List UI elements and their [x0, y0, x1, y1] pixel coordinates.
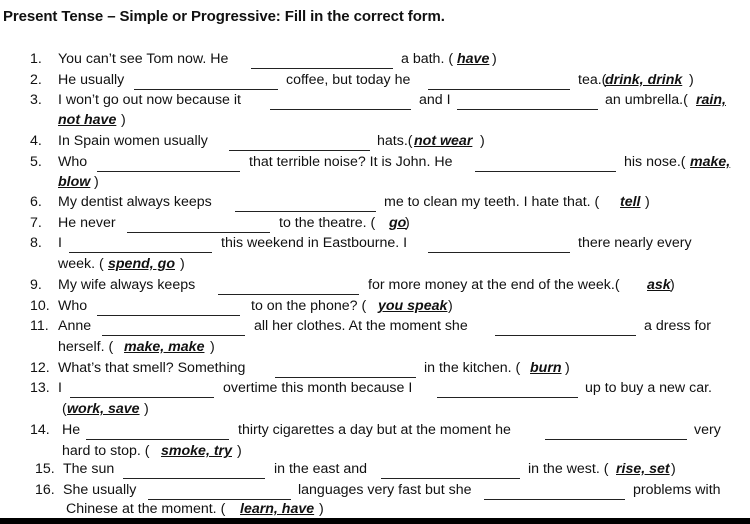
item-text: ) [94, 174, 99, 190]
item-text: I [58, 380, 62, 396]
answer-blank[interactable] [229, 131, 370, 151]
item-text: Chinese at the moment. ( [66, 501, 226, 517]
item-text: What’s that smell? Something [58, 360, 246, 376]
item-text: an umbrella.( [605, 92, 688, 108]
item-number: 9. [30, 277, 42, 293]
verb-hint: learn, have [240, 501, 315, 517]
item-text: to the theatre. ( [279, 215, 376, 231]
item-number: 10. [30, 298, 50, 314]
answer-blank[interactable] [97, 152, 240, 172]
item-text: thirty cigarettes a day but at the moment he [238, 422, 511, 438]
item-16-line [0, 480, 750, 500]
item-3-continuation [0, 110, 750, 130]
item-text: He never [58, 215, 116, 231]
item-text: ( [62, 401, 67, 417]
item-text: Who [58, 298, 88, 314]
item-text: a dress for [644, 318, 712, 334]
item-text: tea.( [578, 72, 607, 88]
item-number: 14. [30, 422, 50, 438]
item-text: and I [419, 92, 451, 108]
item-number: 8. [30, 235, 42, 251]
item-text: ) [121, 112, 126, 128]
item-text: ) [180, 256, 185, 272]
answer-blank[interactable] [457, 90, 598, 110]
item-text: ) [565, 360, 570, 376]
answer-blank[interactable] [495, 316, 636, 336]
item-text: there nearly every [578, 235, 692, 251]
answer-blank[interactable] [148, 480, 291, 500]
item-text: coffee, but today he [286, 72, 411, 88]
item-text: that terrible noise? It is John. He [249, 154, 453, 170]
item-text: hard to stop. ( [62, 443, 150, 459]
verb-hint: burn [530, 360, 562, 376]
item-8-continuation [0, 254, 750, 274]
answer-blank[interactable] [218, 275, 359, 295]
item-number: 4. [30, 133, 42, 149]
verb-hint: go [389, 215, 407, 231]
item-text: his nose.( [624, 154, 686, 170]
item-number: 13. [30, 380, 50, 396]
item-text: ) [144, 401, 149, 417]
item-text: week. ( [58, 256, 104, 272]
answer-blank[interactable] [86, 420, 229, 440]
item-text: hats.( [377, 133, 413, 149]
item-text: me to clean my teeth. I hate that. ( [384, 194, 600, 210]
item-text: ) [480, 133, 485, 149]
item-text: ) [237, 443, 242, 459]
verb-hint: rain, [696, 92, 726, 108]
answer-blank[interactable] [428, 70, 570, 90]
item-text: this weekend in Eastbourne. I [221, 235, 408, 251]
item-15-line [0, 459, 750, 479]
item-text: a bath. ( [401, 51, 454, 67]
item-number: 11. [30, 318, 49, 334]
item-text: My wife always keeps [58, 277, 196, 293]
item-text: I [58, 235, 62, 251]
item-text: overtime this month because I [223, 380, 413, 396]
answer-blank[interactable] [484, 480, 625, 500]
answer-blank[interactable] [123, 459, 265, 479]
item-11-line [0, 316, 750, 336]
item-text: for more money at the end of the week.( [368, 277, 620, 293]
verb-hint: have [457, 51, 490, 67]
item-number: 12. [30, 360, 50, 376]
item-number: 3. [30, 92, 42, 108]
item-text: She usually [63, 482, 137, 498]
item-text: Who [58, 154, 88, 170]
verb-hint: make, [690, 154, 731, 170]
answer-blank[interactable] [270, 90, 411, 110]
answer-blank[interactable] [545, 420, 687, 440]
item-text: I won’t go out now because it [58, 92, 241, 108]
bottom-edge-bar [0, 518, 750, 524]
item-text: He usually [58, 72, 125, 88]
item-text: ) [405, 215, 410, 231]
verb-hint: blow [58, 174, 91, 190]
answer-blank[interactable] [97, 296, 240, 316]
item-5-line [0, 152, 750, 172]
item-text: ) [671, 461, 676, 477]
answer-blank[interactable] [475, 152, 616, 172]
answer-blank[interactable] [428, 233, 570, 253]
item-text: up to buy a new car. [585, 380, 712, 396]
verb-hint: drink, drink [605, 72, 683, 88]
answer-blank[interactable] [102, 316, 245, 336]
verb-hint: spend, go [108, 256, 175, 272]
answer-blank[interactable] [127, 213, 270, 233]
item-5-continuation [0, 172, 750, 192]
item-text: languages very fast but she [298, 482, 472, 498]
verb-hint: smoke, try [161, 443, 232, 459]
item-16-continuation [0, 499, 750, 519]
item-13-line [0, 378, 750, 398]
item-14-line [0, 420, 750, 440]
item-number: 1. [30, 51, 42, 67]
item-6-line [0, 192, 750, 212]
item-13-continuation [0, 399, 750, 419]
answer-blank[interactable] [69, 233, 212, 253]
answer-blank[interactable] [70, 378, 214, 398]
item-text: He [62, 422, 81, 438]
verb-hint: work, save [67, 401, 140, 417]
item-text: ) [319, 501, 324, 517]
item-text: You can’t see Tom now. He [58, 51, 229, 67]
item-text: Anne [58, 318, 92, 334]
item-12-line [0, 358, 750, 378]
exercise-title: Present Tense – Simple or Progressive: Fill in the correct form. [3, 8, 445, 25]
verb-hint: tell [620, 194, 641, 210]
item-11-continuation [0, 337, 750, 357]
item-text: problems with [633, 482, 721, 498]
item-3-line [0, 90, 750, 110]
item-text: ) [492, 51, 497, 67]
item-text: all her clothes. At the moment she [254, 318, 468, 334]
verb-hint: not wear [414, 133, 473, 149]
item-text: ) [448, 298, 453, 314]
item-text: in the east and [274, 461, 368, 477]
item-text: In Spain women usually [58, 133, 208, 149]
answer-blank[interactable] [381, 459, 520, 479]
item-number: 5. [30, 154, 42, 170]
item-number: 7. [30, 215, 42, 231]
item-text: very [694, 422, 721, 438]
answer-blank[interactable] [251, 49, 393, 69]
item-text: in the west. ( [528, 461, 609, 477]
answer-blank[interactable] [235, 192, 376, 212]
item-9-line [0, 275, 750, 295]
item-number: 15. [35, 461, 55, 477]
item-7-line [0, 213, 750, 233]
item-text: My dentist always keeps [58, 194, 212, 210]
item-number: 2. [30, 72, 42, 88]
item-text: ) [670, 277, 675, 293]
verb-hint: you speak [378, 298, 448, 314]
item-4-line [0, 131, 750, 151]
item-2-line [0, 70, 750, 90]
item-8-line [0, 233, 750, 253]
verb-hint: rise, set [616, 461, 670, 477]
verb-hint: not have [58, 112, 117, 128]
item-text: ) [210, 339, 215, 355]
item-1-line [0, 49, 750, 69]
item-10-line [0, 296, 750, 316]
item-text: ) [689, 72, 694, 88]
item-text: to on the phone? ( [251, 298, 367, 314]
item-number: 6. [30, 194, 42, 210]
answer-blank[interactable] [275, 358, 416, 378]
item-text: ) [645, 194, 650, 210]
item-text: in the kitchen. ( [424, 360, 521, 376]
item-14-continuation [0, 441, 750, 461]
item-number: 16. [35, 482, 55, 498]
verb-hint: ask [647, 277, 671, 293]
item-text: The sun [63, 461, 115, 477]
answer-blank[interactable] [437, 378, 578, 398]
answer-blank[interactable] [134, 70, 278, 90]
verb-hint: make, make [124, 339, 205, 355]
item-text: herself. ( [58, 339, 114, 355]
